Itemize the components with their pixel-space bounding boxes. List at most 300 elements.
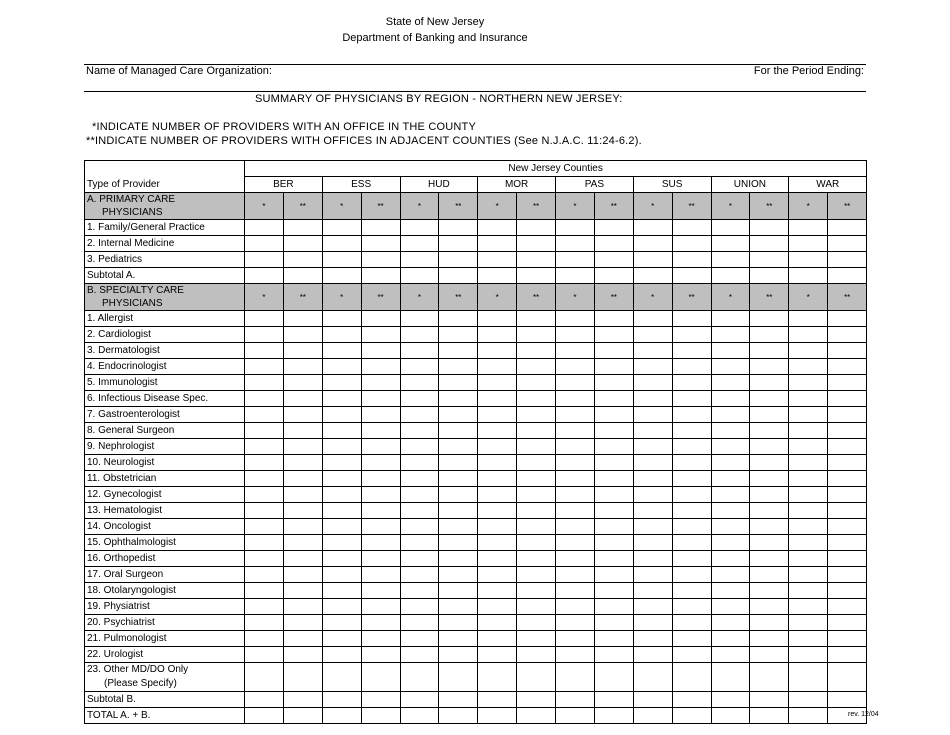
count-cell[interactable]	[711, 407, 750, 423]
count-cell[interactable]	[245, 439, 284, 455]
count-cell[interactable]	[750, 647, 789, 663]
count-cell[interactable]	[283, 327, 322, 343]
count-cell[interactable]	[400, 647, 439, 663]
count-cell[interactable]	[750, 663, 789, 692]
count-cell[interactable]	[361, 407, 400, 423]
count-cell[interactable]	[517, 375, 556, 391]
count-cell[interactable]	[556, 551, 595, 567]
count-cell[interactable]	[556, 327, 595, 343]
count-cell[interactable]	[361, 455, 400, 471]
count-cell[interactable]	[400, 551, 439, 567]
count-cell[interactable]	[322, 631, 361, 647]
count-cell[interactable]	[711, 708, 750, 724]
count-cell[interactable]	[478, 268, 517, 284]
count-cell[interactable]	[361, 519, 400, 535]
count-cell[interactable]	[672, 535, 711, 551]
count-cell[interactable]	[478, 236, 517, 252]
count-cell[interactable]	[283, 567, 322, 583]
count-cell[interactable]	[245, 327, 284, 343]
count-cell[interactable]	[361, 708, 400, 724]
count-cell[interactable]	[361, 663, 400, 692]
count-cell[interactable]	[711, 471, 750, 487]
count-cell[interactable]	[750, 583, 789, 599]
count-cell[interactable]	[594, 535, 633, 551]
count-cell[interactable]	[594, 359, 633, 375]
count-cell[interactable]	[400, 423, 439, 439]
count-cell[interactable]	[594, 327, 633, 343]
count-cell[interactable]	[245, 708, 284, 724]
count-cell[interactable]	[322, 375, 361, 391]
count-cell[interactable]	[633, 439, 672, 455]
count-cell[interactable]	[711, 519, 750, 535]
count-cell[interactable]	[828, 455, 867, 471]
count-cell[interactable]	[594, 268, 633, 284]
count-cell[interactable]	[400, 391, 439, 407]
count-cell[interactable]	[789, 708, 828, 724]
count-cell[interactable]	[439, 663, 478, 692]
count-cell[interactable]	[283, 551, 322, 567]
count-cell[interactable]	[711, 487, 750, 503]
count-cell[interactable]	[594, 692, 633, 708]
count-cell[interactable]	[789, 359, 828, 375]
count-cell[interactable]	[594, 663, 633, 692]
count-cell[interactable]	[556, 583, 595, 599]
count-cell[interactable]	[400, 599, 439, 615]
count-cell[interactable]	[750, 519, 789, 535]
count-cell[interactable]	[672, 692, 711, 708]
count-cell[interactable]	[283, 631, 322, 647]
count-cell[interactable]	[633, 599, 672, 615]
count-cell[interactable]	[361, 220, 400, 236]
count-cell[interactable]	[283, 220, 322, 236]
count-cell[interactable]	[517, 692, 556, 708]
count-cell[interactable]	[322, 551, 361, 567]
count-cell[interactable]	[283, 391, 322, 407]
count-cell[interactable]	[594, 583, 633, 599]
count-cell[interactable]	[322, 647, 361, 663]
count-cell[interactable]	[322, 268, 361, 284]
count-cell[interactable]	[828, 551, 867, 567]
count-cell[interactable]	[594, 439, 633, 455]
count-cell[interactable]	[789, 311, 828, 327]
count-cell[interactable]	[556, 471, 595, 487]
count-cell[interactable]	[750, 423, 789, 439]
count-cell[interactable]	[245, 236, 284, 252]
count-cell[interactable]	[322, 359, 361, 375]
count-cell[interactable]	[789, 407, 828, 423]
count-cell[interactable]	[633, 503, 672, 519]
count-cell[interactable]	[245, 487, 284, 503]
count-cell[interactable]	[517, 236, 556, 252]
count-cell[interactable]	[711, 503, 750, 519]
count-cell[interactable]	[594, 391, 633, 407]
count-cell[interactable]	[517, 311, 556, 327]
count-cell[interactable]	[361, 567, 400, 583]
count-cell[interactable]	[322, 407, 361, 423]
count-cell[interactable]	[400, 631, 439, 647]
count-cell[interactable]	[517, 551, 556, 567]
count-cell[interactable]	[439, 692, 478, 708]
count-cell[interactable]	[322, 471, 361, 487]
count-cell[interactable]	[789, 519, 828, 535]
count-cell[interactable]	[594, 220, 633, 236]
count-cell[interactable]	[633, 375, 672, 391]
count-cell[interactable]	[322, 567, 361, 583]
count-cell[interactable]	[828, 471, 867, 487]
count-cell[interactable]	[439, 599, 478, 615]
count-cell[interactable]	[400, 471, 439, 487]
count-cell[interactable]	[439, 487, 478, 503]
count-cell[interactable]	[283, 311, 322, 327]
count-cell[interactable]	[750, 455, 789, 471]
count-cell[interactable]	[439, 708, 478, 724]
count-cell[interactable]	[361, 583, 400, 599]
count-cell[interactable]	[517, 455, 556, 471]
count-cell[interactable]	[750, 359, 789, 375]
count-cell[interactable]	[672, 268, 711, 284]
count-cell[interactable]	[828, 583, 867, 599]
count-cell[interactable]	[439, 343, 478, 359]
count-cell[interactable]	[672, 567, 711, 583]
count-cell[interactable]	[594, 236, 633, 252]
count-cell[interactable]	[556, 439, 595, 455]
count-cell[interactable]	[556, 708, 595, 724]
count-cell[interactable]	[517, 327, 556, 343]
count-cell[interactable]	[283, 268, 322, 284]
count-cell[interactable]	[789, 455, 828, 471]
count-cell[interactable]	[439, 535, 478, 551]
count-cell[interactable]	[517, 631, 556, 647]
count-cell[interactable]	[750, 631, 789, 647]
count-cell[interactable]	[750, 407, 789, 423]
count-cell[interactable]	[711, 439, 750, 455]
count-cell[interactable]	[439, 567, 478, 583]
count-cell[interactable]	[711, 252, 750, 268]
count-cell[interactable]	[750, 471, 789, 487]
count-cell[interactable]	[439, 220, 478, 236]
count-cell[interactable]	[322, 503, 361, 519]
count-cell[interactable]	[283, 359, 322, 375]
count-cell[interactable]	[672, 327, 711, 343]
count-cell[interactable]	[633, 407, 672, 423]
count-cell[interactable]	[245, 551, 284, 567]
count-cell[interactable]	[672, 708, 711, 724]
count-cell[interactable]	[828, 615, 867, 631]
count-cell[interactable]	[633, 359, 672, 375]
count-cell[interactable]	[711, 599, 750, 615]
count-cell[interactable]	[400, 252, 439, 268]
count-cell[interactable]	[361, 252, 400, 268]
count-cell[interactable]	[245, 663, 284, 692]
count-cell[interactable]	[828, 503, 867, 519]
count-cell[interactable]	[672, 252, 711, 268]
count-cell[interactable]	[633, 708, 672, 724]
count-cell[interactable]	[283, 236, 322, 252]
count-cell[interactable]	[517, 567, 556, 583]
count-cell[interactable]	[478, 471, 517, 487]
count-cell[interactable]	[478, 343, 517, 359]
count-cell[interactable]	[283, 471, 322, 487]
count-cell[interactable]	[245, 423, 284, 439]
count-cell[interactable]	[361, 391, 400, 407]
count-cell[interactable]	[711, 391, 750, 407]
count-cell[interactable]	[750, 535, 789, 551]
count-cell[interactable]	[594, 375, 633, 391]
count-cell[interactable]	[322, 423, 361, 439]
count-cell[interactable]	[400, 311, 439, 327]
count-cell[interactable]	[711, 535, 750, 551]
count-cell[interactable]	[750, 708, 789, 724]
count-cell[interactable]	[361, 615, 400, 631]
count-cell[interactable]	[478, 583, 517, 599]
count-cell[interactable]	[789, 252, 828, 268]
count-cell[interactable]	[672, 631, 711, 647]
count-cell[interactable]	[633, 692, 672, 708]
count-cell[interactable]	[400, 236, 439, 252]
count-cell[interactable]	[789, 692, 828, 708]
count-cell[interactable]	[556, 692, 595, 708]
count-cell[interactable]	[789, 423, 828, 439]
count-cell[interactable]	[750, 236, 789, 252]
count-cell[interactable]	[283, 599, 322, 615]
count-cell[interactable]	[633, 455, 672, 471]
count-cell[interactable]	[633, 519, 672, 535]
count-cell[interactable]	[750, 439, 789, 455]
count-cell[interactable]	[828, 663, 867, 692]
count-cell[interactable]	[828, 311, 867, 327]
count-cell[interactable]	[711, 692, 750, 708]
count-cell[interactable]	[400, 583, 439, 599]
count-cell[interactable]	[828, 567, 867, 583]
count-cell[interactable]	[828, 519, 867, 535]
count-cell[interactable]	[283, 487, 322, 503]
count-cell[interactable]	[711, 663, 750, 692]
count-cell[interactable]	[594, 503, 633, 519]
count-cell[interactable]	[594, 615, 633, 631]
count-cell[interactable]	[439, 471, 478, 487]
count-cell[interactable]	[478, 503, 517, 519]
count-cell[interactable]	[245, 455, 284, 471]
count-cell[interactable]	[672, 583, 711, 599]
count-cell[interactable]	[245, 615, 284, 631]
count-cell[interactable]	[478, 455, 517, 471]
count-cell[interactable]	[556, 647, 595, 663]
count-cell[interactable]	[711, 343, 750, 359]
count-cell[interactable]	[400, 375, 439, 391]
count-cell[interactable]	[517, 391, 556, 407]
count-cell[interactable]	[322, 343, 361, 359]
count-cell[interactable]	[245, 599, 284, 615]
count-cell[interactable]	[594, 631, 633, 647]
count-cell[interactable]	[439, 647, 478, 663]
count-cell[interactable]	[478, 220, 517, 236]
count-cell[interactable]	[322, 663, 361, 692]
count-cell[interactable]	[361, 503, 400, 519]
count-cell[interactable]	[322, 455, 361, 471]
count-cell[interactable]	[361, 471, 400, 487]
count-cell[interactable]	[750, 327, 789, 343]
count-cell[interactable]	[400, 455, 439, 471]
count-cell[interactable]	[711, 327, 750, 343]
count-cell[interactable]	[556, 503, 595, 519]
count-cell[interactable]	[750, 487, 789, 503]
count-cell[interactable]	[789, 647, 828, 663]
count-cell[interactable]	[361, 647, 400, 663]
count-cell[interactable]	[361, 236, 400, 252]
count-cell[interactable]	[517, 439, 556, 455]
count-cell[interactable]	[361, 327, 400, 343]
count-cell[interactable]	[245, 220, 284, 236]
count-cell[interactable]	[672, 407, 711, 423]
count-cell[interactable]	[672, 487, 711, 503]
count-cell[interactable]	[672, 375, 711, 391]
count-cell[interactable]	[789, 220, 828, 236]
count-cell[interactable]	[245, 375, 284, 391]
count-cell[interactable]	[789, 663, 828, 692]
count-cell[interactable]	[439, 327, 478, 343]
count-cell[interactable]	[517, 583, 556, 599]
count-cell[interactable]	[478, 487, 517, 503]
count-cell[interactable]	[245, 567, 284, 583]
count-cell[interactable]	[789, 327, 828, 343]
count-cell[interactable]	[789, 567, 828, 583]
count-cell[interactable]	[672, 343, 711, 359]
count-cell[interactable]	[400, 343, 439, 359]
count-cell[interactable]	[711, 455, 750, 471]
count-cell[interactable]	[478, 327, 517, 343]
count-cell[interactable]	[633, 631, 672, 647]
count-cell[interactable]	[594, 343, 633, 359]
count-cell[interactable]	[789, 471, 828, 487]
count-cell[interactable]	[672, 359, 711, 375]
count-cell[interactable]	[556, 359, 595, 375]
count-cell[interactable]	[672, 599, 711, 615]
count-cell[interactable]	[828, 327, 867, 343]
count-cell[interactable]	[828, 692, 867, 708]
count-cell[interactable]	[283, 615, 322, 631]
count-cell[interactable]	[517, 599, 556, 615]
count-cell[interactable]	[245, 407, 284, 423]
count-cell[interactable]	[361, 599, 400, 615]
count-cell[interactable]	[750, 503, 789, 519]
count-cell[interactable]	[672, 455, 711, 471]
count-cell[interactable]	[283, 647, 322, 663]
count-cell[interactable]	[245, 391, 284, 407]
count-cell[interactable]	[361, 359, 400, 375]
count-cell[interactable]	[245, 583, 284, 599]
count-cell[interactable]	[439, 551, 478, 567]
count-cell[interactable]	[517, 407, 556, 423]
count-cell[interactable]	[828, 359, 867, 375]
count-cell[interactable]	[711, 375, 750, 391]
count-cell[interactable]	[750, 599, 789, 615]
count-cell[interactable]	[517, 343, 556, 359]
count-cell[interactable]	[556, 375, 595, 391]
count-cell[interactable]	[439, 455, 478, 471]
count-cell[interactable]	[750, 615, 789, 631]
count-cell[interactable]	[245, 631, 284, 647]
count-cell[interactable]	[400, 268, 439, 284]
count-cell[interactable]	[361, 487, 400, 503]
count-cell[interactable]	[556, 567, 595, 583]
count-cell[interactable]	[789, 343, 828, 359]
count-cell[interactable]	[633, 220, 672, 236]
count-cell[interactable]	[283, 692, 322, 708]
count-cell[interactable]	[594, 471, 633, 487]
count-cell[interactable]	[828, 439, 867, 455]
count-cell[interactable]	[828, 268, 867, 284]
count-cell[interactable]	[594, 487, 633, 503]
count-cell[interactable]	[711, 551, 750, 567]
count-cell[interactable]	[245, 519, 284, 535]
count-cell[interactable]	[633, 252, 672, 268]
count-cell[interactable]	[711, 220, 750, 236]
count-cell[interactable]	[439, 583, 478, 599]
count-cell[interactable]	[556, 455, 595, 471]
count-cell[interactable]	[633, 615, 672, 631]
count-cell[interactable]	[517, 663, 556, 692]
count-cell[interactable]	[439, 615, 478, 631]
count-cell[interactable]	[711, 268, 750, 284]
count-cell[interactable]	[400, 708, 439, 724]
count-cell[interactable]	[439, 439, 478, 455]
count-cell[interactable]	[789, 535, 828, 551]
count-cell[interactable]	[672, 615, 711, 631]
count-cell[interactable]	[400, 535, 439, 551]
count-cell[interactable]	[439, 252, 478, 268]
count-cell[interactable]	[750, 311, 789, 327]
count-cell[interactable]	[633, 311, 672, 327]
count-cell[interactable]	[556, 423, 595, 439]
count-cell[interactable]	[750, 268, 789, 284]
count-cell[interactable]	[478, 692, 517, 708]
count-cell[interactable]	[245, 692, 284, 708]
count-cell[interactable]	[750, 391, 789, 407]
count-cell[interactable]	[672, 663, 711, 692]
count-cell[interactable]	[517, 487, 556, 503]
count-cell[interactable]	[439, 375, 478, 391]
count-cell[interactable]	[594, 567, 633, 583]
count-cell[interactable]	[517, 503, 556, 519]
count-cell[interactable]	[322, 599, 361, 615]
count-cell[interactable]	[789, 487, 828, 503]
count-cell[interactable]	[322, 311, 361, 327]
count-cell[interactable]	[594, 708, 633, 724]
count-cell[interactable]	[439, 407, 478, 423]
count-cell[interactable]	[439, 503, 478, 519]
count-cell[interactable]	[594, 252, 633, 268]
count-cell[interactable]	[322, 615, 361, 631]
count-cell[interactable]	[711, 583, 750, 599]
count-cell[interactable]	[517, 268, 556, 284]
count-cell[interactable]	[828, 535, 867, 551]
count-cell[interactable]	[400, 220, 439, 236]
count-cell[interactable]	[517, 647, 556, 663]
count-cell[interactable]	[478, 551, 517, 567]
count-cell[interactable]	[322, 535, 361, 551]
count-cell[interactable]	[283, 503, 322, 519]
count-cell[interactable]	[789, 551, 828, 567]
count-cell[interactable]	[672, 439, 711, 455]
count-cell[interactable]	[283, 535, 322, 551]
count-cell[interactable]	[322, 220, 361, 236]
count-cell[interactable]	[556, 519, 595, 535]
count-cell[interactable]	[672, 647, 711, 663]
count-cell[interactable]	[672, 236, 711, 252]
count-cell[interactable]	[828, 220, 867, 236]
count-cell[interactable]	[556, 236, 595, 252]
count-cell[interactable]	[594, 647, 633, 663]
